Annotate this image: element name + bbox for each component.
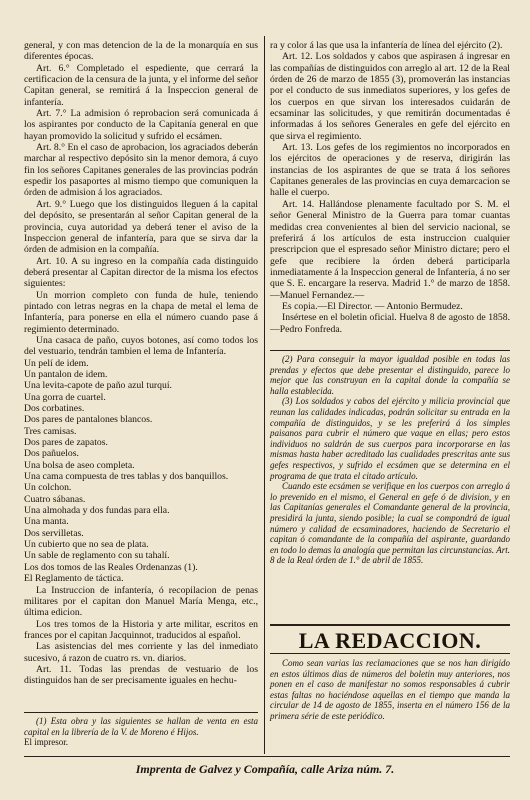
notice-text: Como sean varias las reclamaciones que se nos han dirigido en estos últimos dias de números del boletin muy anteriores, nos ponen en el caso de manifestar no somos responsables á cubrir estas faltas no haciéndose aquellas en el tiempo que manda la circular de 14 de agosto de 1855, inserta en el número 156 de la primera série de este periódico.	[270, 658, 510, 721]
footnote: (2) Para conseguir la mayor igualdad posible en todas las prendas y efectos que debe presentar el distinguido, parece lo mejor que las construyan en la capital donde la compañía se halla establecida.	[270, 354, 510, 396]
paragraph: La Instruccion de infantería, ó recopilacion de penas militares por el capitan don Manuel María Menga, etc., última edicion.	[24, 584, 258, 619]
insertion-note: Insértese en el boletin oficial. Huelva 8 de agosto de 1858.—Pedro Fonfreda.	[270, 312, 510, 335]
left-column	[24, 40, 258, 687]
list-item: Un pelí de idem.	[24, 357, 89, 369]
list-item: Un cubierto que no sea de plata.	[24, 539, 149, 551]
list-item: Una cama compuesta de tres tablas y dos banquillos.	[24, 471, 229, 483]
footnote-rule	[270, 350, 510, 351]
section-rule	[270, 624, 510, 626]
article-7: Art. 7.° La admision ó reprobacion será comunicada á los aspirantes por conducto de la Capitanía general en que hayan promovido la solicitud y sufrido el ecsámen.	[24, 108, 258, 142]
paragraph: Los tres tomos de la Historia y arte militar, escritos en frances por el capitan Jacquinnot, traducidos al español.	[24, 618, 258, 641]
list-item: Una bolsa de aseo completa.	[24, 459, 135, 471]
list-item: Una levita-capote de paño azul turquí.	[24, 380, 172, 392]
column-divider	[264, 36, 265, 754]
article-13: Art. 13. Los gefes de los regimientos no incorporados en los ejércitos de operaciones y de reserva, dirigirán las instancias de los aspirantes de que se trata á los señores Capitanes generales de las provincias en cuya demarcacion se halle el cuerpo.	[270, 142, 510, 199]
paragraph: ra y color á las que usa la infantería de línea del ejército (2).	[270, 40, 503, 51]
list-item: Tres camisas.	[24, 425, 77, 437]
redaccion-notice	[270, 658, 510, 722]
list-item: El Reglamento de táctica.	[24, 573, 124, 585]
list-item: Un sable de reglamento con su tahalí.	[24, 550, 170, 562]
paragraph: general, y con mas detencion de la de la monarquía en sus diferentes épocas.	[24, 40, 258, 63]
paragraph: Una casaca de paño, cuyos botones, así como todos los del vestuario, tendrán tambien el lema de Infantería.	[24, 334, 258, 358]
list-item: Dos servilletas.	[24, 527, 84, 539]
article-6: Art. 6.° Completado el espediente, que cerrará la certificacion de la censura de la junta, y el informe del señor Capitan general, se remitirá á la Inspeccion general de infantería.	[24, 62, 259, 108]
list-item: Los dos tomos de las Reales Ordenanzas (1).	[24, 561, 198, 573]
section-rule	[270, 653, 510, 654]
list-item: Dos pañuelos.	[24, 448, 79, 460]
article-8: Art. 8.° En el caso de aprobacion, los agraciados deberán marchar al respectivo depósito sin la menor demora, á cuyo fin los señores Capitanes generales de las provincias podrán espedir los pasaportes al mismo tiempo que comuniquen la órden de admision á los agraciados.	[24, 142, 258, 199]
paragraph: Las asistencias del mes corriente y las del inmediato sucesivo, á razon de cuatro rs. vn. diarios.	[24, 641, 258, 664]
article-10: Art. 10. A su ingreso en la compañía cada distinguido deberá presentar al Capitan director de la misma los efectos siguientes:	[24, 255, 258, 290]
article-9: Art. 9.° Luego que los distinguidos lleguen á la capital del depósito, se presentarán al señor Capitan general de la provincia, cuya autoridad ya deberá tener el aviso de la Inspeccion general de infantería, para que se sirva dar la órden de admision en la compañía.	[24, 198, 258, 256]
printer-imprint: Imprenta de Galvez y Compañía, calle Ariza núm. 7.	[135, 762, 395, 776]
footer-rule	[24, 756, 510, 757]
left-footnote	[24, 716, 258, 748]
copy-note: Es copia.—El Director. — Antonio Bermudez.	[282, 300, 463, 312]
list-item: Un colchon.	[24, 482, 72, 494]
redaccion-title: LA REDACCION.	[298, 628, 482, 653]
footnote-rule	[24, 712, 258, 713]
list-item: Una manta.	[24, 516, 69, 528]
list-item: Una gorra de cuartel.	[24, 391, 106, 403]
article-14: Art. 14. Hallándose plenamente facultado por S. M. el señor General Ministro de la Guerra para tomar cuantas medidas crea convenientes al bien del servicio nacional, se preferirá á los artículos de esta instruccion cualquier prescripcion que el espresado señor Ministro dictare; pero el gefe que recibiere la órden deberá participarla inmediatamente á la Inspeccion general de Infantería, á no ser que S. E. encargare la reserva. Madrid 1.° de marzo de 1858.—Manuel Fernandez.—	[270, 198, 510, 301]
list-item: Una almohada y dos fundas para ella.	[24, 505, 170, 517]
footnote: Cuando este ecsámen se verifique en los cuerpos con arreglo á lo prevenido en el mismo, el General en gefe ó de division, y en las Capitanías generales el Comandante general de la provincia, presidirá la junta, siendo posible; la cual se compondrá de igual número y calidad de ecsaminadores, haciendo de Secretario el capitan ó comandante de la compañía del aspirante, guardando en todo lo demas la analogía que permitan las circunstancias. Art. 8 de la Real órden de 1.° de abril de 1855.	[270, 481, 510, 566]
list-item: Dos pares de zapatos.	[24, 437, 108, 449]
article-12: Art. 12. Los soldados y cabos que aspirasen á ingresar en las compañías de distinguidos con arreglo al art. 12 de la Real órden de 26 de marzo de 1855 (3), promoverán las instancias por el conducto de sus inmediatos superiores, y los gefes de los cuerpos en que sirvan los interesados cuidarán de ecsaminar las solicitudes, y que remitirán documentadas é informadas á los señores Generales en gefe del ejército en que sirva el regimiento.	[270, 51, 510, 142]
footnote: (1) Esta obra y las siguientes se hallan de venta en esta capital en la librería de la V. de Moreno é Hijos.	[24, 716, 258, 737]
list-item: Dos pares de pantalones blancos.	[24, 414, 153, 426]
list-item: Cuatro sábanas.	[24, 493, 86, 505]
right-footnotes	[270, 354, 510, 566]
article-11: Art. 11. Todas las prendas de vestuario de los distinguidos han de ser precisamente iguales en hechu-	[24, 663, 258, 687]
footnote-signature: El impresor.	[24, 737, 68, 748]
list-item: Dos corbatines.	[24, 403, 85, 414]
right-column	[270, 40, 510, 335]
effects-list	[24, 358, 258, 585]
paragraph: Un morrion completo con funda de hule, teniendo pintado con letras negras en la chapa de metal el lema de Infantería, para ponerse en ella el número cuando pase á regimiento determinado.	[24, 289, 258, 335]
list-item: Un pantalon de idem.	[24, 368, 108, 380]
footnote: (3) Los soldados y cabos del ejército y milicia provincial que reunan las calidades indicadas, podrán solicitar su entrada en la compañía de distinguidos, y se les preferirá á los simples paisanos para cubrir el número que vaque en ellas; pero estos individuos no saldrán de sus cuerpos para incorporarse en las mismas hasta haber acreditado las cualidades prescritas ante sus gefes respectivos, y sufrido el ecsámen que se determina en el programa de que trata el citado artículo.	[270, 396, 510, 481]
